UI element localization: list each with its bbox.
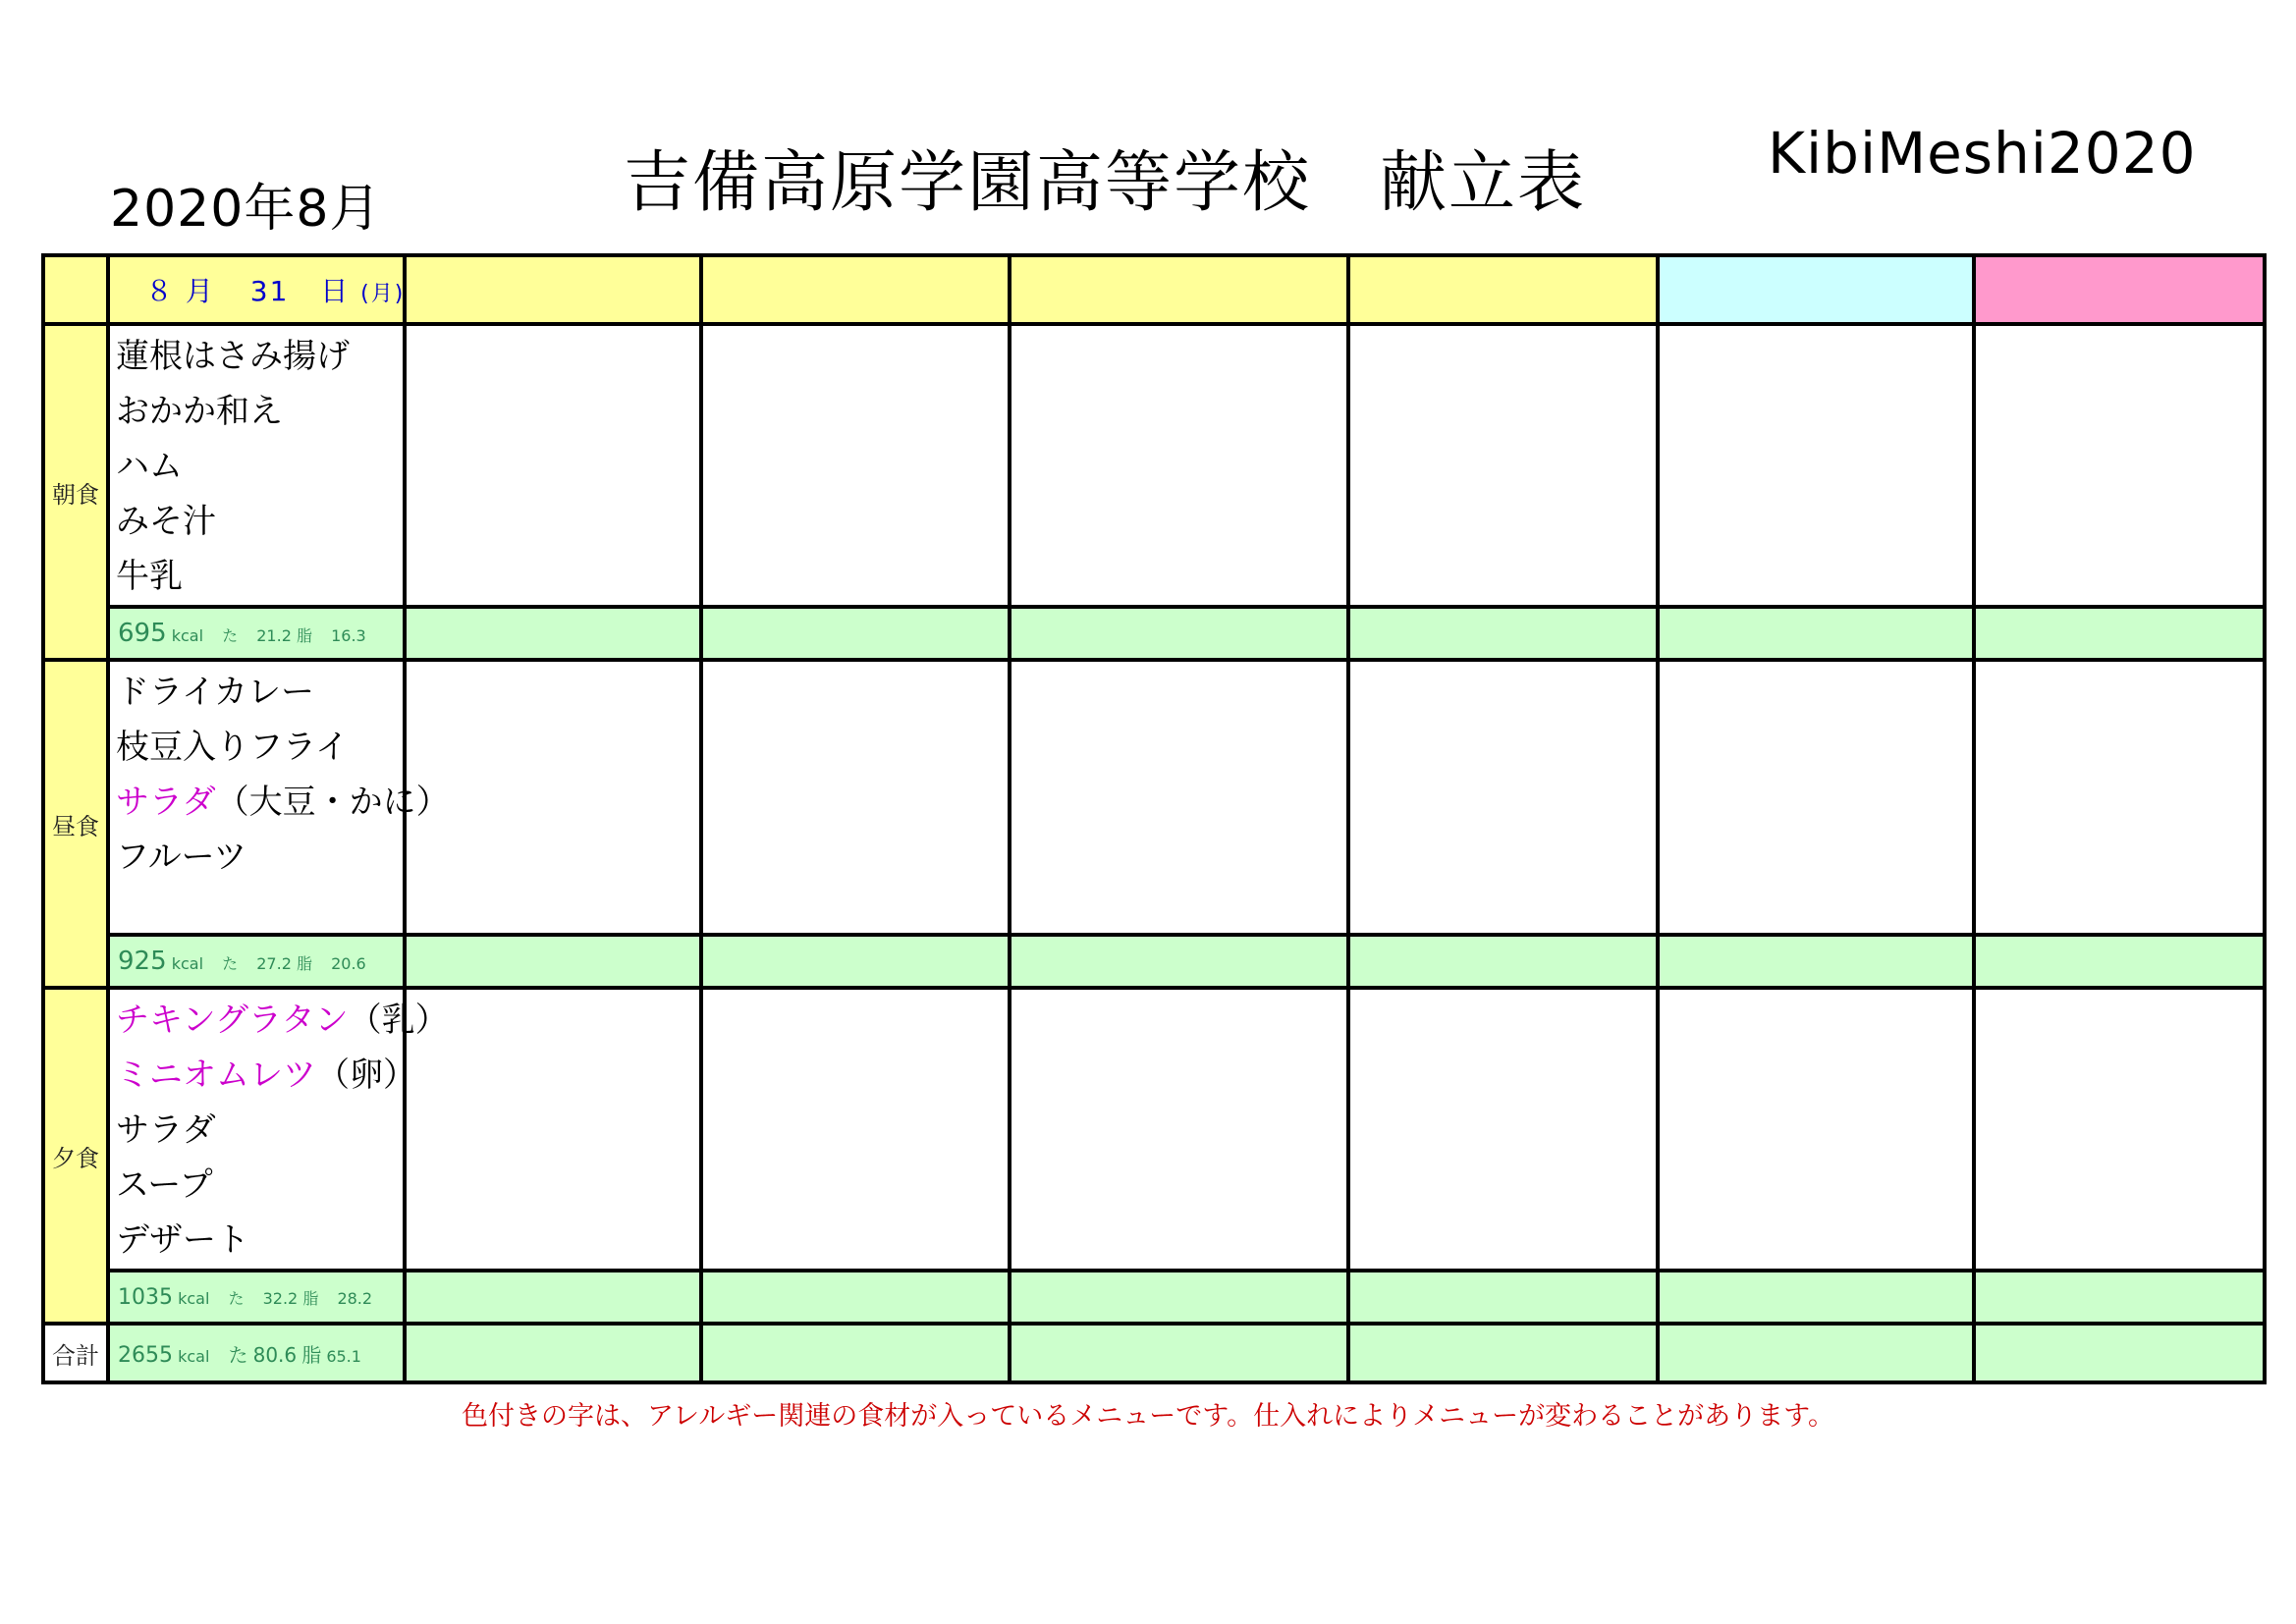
empty-cell	[1010, 607, 1348, 660]
date-cell	[108, 255, 405, 324]
protein-label: た	[222, 626, 239, 645]
empty-cell	[1010, 1271, 1348, 1324]
empty-cell	[1348, 660, 1658, 935]
empty-cell	[405, 607, 701, 660]
allergy-dish: チキングラタン	[116, 1001, 349, 1040]
empty-cell	[1658, 607, 1974, 660]
fat-value: 16.3	[331, 626, 366, 645]
fat-value: 28.2	[337, 1288, 373, 1308]
empty-cell	[405, 1324, 701, 1382]
fat-label: 脂	[296, 626, 312, 645]
empty-cell	[1658, 660, 1974, 935]
empty-cell	[1658, 988, 1974, 1271]
dinner-nutrition	[108, 1271, 405, 1324]
date-cell-empty	[701, 255, 1010, 324]
fat-value: 20.6	[331, 954, 366, 973]
page-title: 吉備高原学園高等学校 献立表	[624, 144, 1587, 222]
dinner-nutrition-row	[43, 1271, 2265, 1324]
lunch-label: 昼食	[43, 660, 108, 988]
breakfast-row	[43, 324, 2265, 607]
breakfast-label: 朝食	[43, 324, 108, 660]
kcal-unit: kcal	[171, 626, 204, 645]
fat-label: 脂	[302, 1288, 319, 1308]
menu-table	[41, 253, 2267, 1384]
fat-value: 65.1	[326, 1346, 361, 1366]
lunch-nutrition-row	[43, 935, 2265, 988]
empty-cell	[405, 988, 701, 1271]
empty-cell	[1974, 660, 2265, 935]
empty-cell	[1010, 1324, 1348, 1382]
date-cell-empty	[1010, 255, 1348, 324]
protein-label: た	[222, 954, 239, 973]
empty-cell	[701, 935, 1010, 988]
kcal-unit: kcal	[178, 1288, 210, 1308]
total-label: 合計	[43, 1324, 108, 1382]
dish-item: デザート	[116, 1220, 249, 1260]
empty-cell	[1974, 935, 2265, 988]
empty-cell	[701, 660, 1010, 935]
date-unit: 日	[320, 275, 351, 307]
fat-label: 脂	[296, 954, 312, 973]
empty-cell	[1348, 1324, 1658, 1382]
empty-cell	[701, 324, 1010, 607]
kcal-value: 2655	[118, 1342, 173, 1368]
dish-item: スープ	[116, 1165, 213, 1205]
empty-cell	[1658, 324, 1974, 607]
date-number: 31	[249, 275, 290, 307]
kcal-value: 1035	[118, 1284, 173, 1310]
dish-item: おかか和え	[116, 392, 283, 431]
dish-item: フルーツ	[116, 838, 247, 877]
header-row	[43, 255, 2265, 324]
kcal-value: 695	[118, 619, 167, 648]
empty-cell	[1974, 1324, 2265, 1382]
date-cell-empty	[405, 255, 701, 324]
empty-cell	[1348, 324, 1658, 607]
kcal-value: 925	[118, 947, 167, 976]
empty-cell	[405, 1271, 701, 1324]
empty-cell	[1658, 1271, 1974, 1324]
allergen-note: （卵）	[316, 1056, 416, 1095]
empty-cell	[1348, 1271, 1658, 1324]
dinner-dishes	[108, 988, 449, 1271]
empty-cell	[1974, 324, 2265, 607]
empty-cell	[1658, 935, 1974, 988]
empty-cell	[701, 1271, 1010, 1324]
date-cell-saturday	[1658, 255, 1974, 324]
protein-value: 80.6	[252, 1342, 298, 1367]
lunch-row	[43, 660, 2265, 935]
dish-item-allergy	[116, 1049, 416, 1104]
brand-logo-text: KibiMeshi2020	[1768, 120, 2197, 187]
dish-item: みそ汁	[116, 502, 216, 541]
dish-item: 牛乳	[116, 557, 183, 596]
date-cell-sunday	[1974, 255, 2265, 324]
dish-item: 蓮根はさみ揚げ	[116, 337, 350, 376]
empty-cell	[1974, 607, 2265, 660]
allergy-dish: ミニオムレツ	[116, 1056, 316, 1095]
empty-cell	[1348, 988, 1658, 1271]
month-heading: 2020年8月	[110, 180, 382, 239]
empty-cell	[1010, 935, 1348, 988]
dish-item: サラダ	[116, 1110, 216, 1150]
lunch-dishes	[108, 660, 450, 935]
dish-item: ハム	[116, 447, 183, 486]
empty-cell	[701, 1324, 1010, 1382]
breakfast-nutrition	[108, 607, 405, 660]
empty-cell	[405, 935, 701, 988]
date-cell-empty	[1348, 255, 1658, 324]
dish-item: ドライカレー	[116, 673, 314, 712]
empty-cell	[701, 988, 1010, 1271]
lunch-nutrition	[108, 935, 405, 988]
allergy-dish: サラダ	[116, 783, 216, 822]
empty-cell	[701, 607, 1010, 660]
total-nutrition	[108, 1324, 405, 1382]
month-unit: 月	[185, 275, 215, 307]
corner-cell	[43, 255, 108, 324]
total-row	[43, 1324, 2265, 1382]
protein-value: 32.2	[262, 1288, 299, 1308]
month-number: ８	[145, 275, 176, 307]
dish-item-allergy	[116, 776, 450, 831]
empty-cell	[1658, 1324, 1974, 1382]
allergen-note: （乳）	[348, 1001, 449, 1040]
dish-item: 枝豆入りフライ	[116, 728, 349, 767]
dinner-row	[43, 988, 2265, 1271]
protein-value: 21.2	[256, 626, 292, 645]
kcal-unit: kcal	[171, 954, 204, 973]
dinner-label: 夕食	[43, 988, 108, 1324]
empty-cell	[1010, 988, 1348, 1271]
kcal-unit: kcal	[178, 1346, 210, 1366]
protein-label: た	[228, 1288, 245, 1308]
empty-cell	[1348, 935, 1658, 988]
allergy-note: 色付きの字は、アレルギー関連の食材が入っているメニューです。仕入れによりメニューが変わることがあります。	[462, 1401, 1834, 1432]
allergen-note: （大豆・かに）	[215, 783, 450, 822]
dish-item-allergy	[116, 994, 449, 1049]
empty-cell	[1348, 607, 1658, 660]
empty-cell	[1010, 660, 1348, 935]
protein-value: 27.2	[256, 954, 292, 973]
weekday-label: (月)	[360, 282, 406, 306]
empty-cell	[405, 324, 701, 607]
protein-label: た	[228, 1342, 248, 1367]
breakfast-nutrition-row	[43, 607, 2265, 660]
empty-cell	[1974, 1271, 2265, 1324]
breakfast-dishes	[108, 324, 405, 607]
fat-label: 脂	[301, 1342, 322, 1367]
empty-cell	[1974, 988, 2265, 1271]
empty-cell	[1010, 324, 1348, 607]
